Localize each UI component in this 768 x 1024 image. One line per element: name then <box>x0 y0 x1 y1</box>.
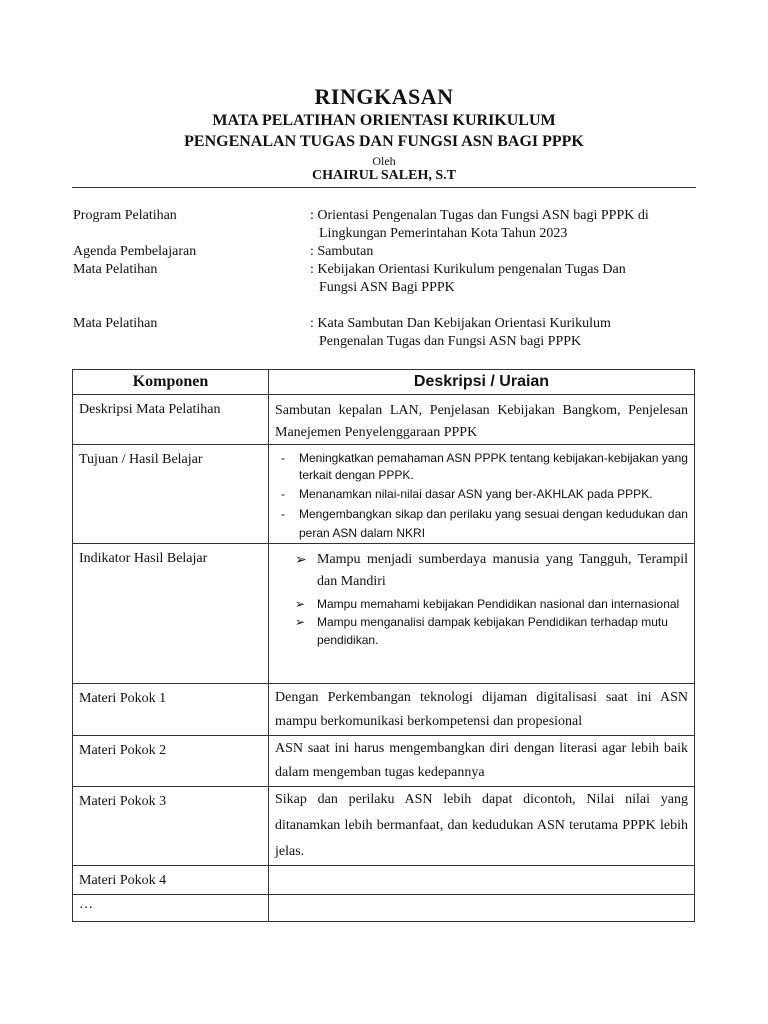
row-content: ASN saat ini harus mengembangkan diri dengan literasi agar lebih baik dalam mengemban tugas kedepannya <box>269 736 695 787</box>
row-label: Indikator Hasil Belajar <box>73 544 269 684</box>
header-divider <box>72 187 696 188</box>
arrow-bullet-icon: ➢ <box>295 615 306 629</box>
row-label: Deskripsi Mata Pelatihan <box>73 395 269 445</box>
indicators-list <box>275 549 688 649</box>
subtitle-line-2: PENGENALAN TUGAS DAN FUNGSI ASN BAGI PPPK <box>184 133 584 150</box>
row-content <box>269 895 695 922</box>
row-label: Materi Pokok 3 <box>73 787 269 866</box>
row-label: … <box>73 895 269 922</box>
info-value: : Kebijakan Orientasi Kurikulum pengenalan Tugas Dan Fungsi ASN Bagi PPPK <box>310 262 626 295</box>
subtitle-line-1: MATA PELATIHAN ORIENTASI KURIKULUM <box>212 112 556 129</box>
list-item: ➢ Mampu menganalisi dampak kebijakan Pendidikan terhadap mutu pendidikan. <box>295 615 668 647</box>
info-label: Program Pelatihan <box>73 208 177 223</box>
arrow-bullet-icon: ➢ <box>295 552 307 568</box>
table-row <box>73 895 695 922</box>
row-content: Dengan Perkembangan teknologi dijaman digitalisasi saat ini ASN mampu berkomunikasi berkompetensi dan propesional <box>269 684 695 736</box>
table-row <box>73 866 695 895</box>
table-row <box>73 736 695 787</box>
table-row <box>73 544 695 684</box>
row-label: Materi Pokok 2 <box>73 736 269 787</box>
row-content: Sikap dan perilaku ASN lebih dapat dicontoh, Nilai nilai yang ditanamkan lebih bermanfaat, dan kedudukan ASN terutama PPPK lebih jelas. <box>269 787 695 866</box>
table-row <box>73 787 695 866</box>
info-value: : Sambutan <box>310 244 374 259</box>
list-item: ➢ Mampu menjadi sumberdaya manusia yang Tangguh, Terampil dan Mandiri <box>275 549 688 593</box>
header-deskripsi: Deskripsi / Uraian <box>269 370 695 395</box>
summary-table <box>72 369 695 922</box>
by-label: Oleh <box>372 154 396 168</box>
row-content: Sambutan kepalan LAN, Penjelasan Kebijakan Bangkom, Penjelesan Manejemen Penyelenggaraan PPPK <box>269 395 695 445</box>
table-header-row <box>73 370 695 395</box>
row-content <box>269 445 695 544</box>
info-label: Mata Pelatihan <box>73 316 158 331</box>
list-item: ➢ Mampu memahami kebijakan Pendidikan nasional dan internasional <box>295 597 680 611</box>
info-value: : Orientasi Pengenalan Tugas dan Fungsi ASN bagi PPPK di Lingkungan Pemerintahan Kota Tahun 2023 <box>310 208 649 241</box>
info-label: Mata Pelatihan <box>73 262 158 277</box>
table-row <box>73 395 695 445</box>
list-item: - Menanamkan nilai-nilai dasar ASN yang ber-AKHLAK pada PPPK. <box>281 487 653 501</box>
document-title: RINGKASAN <box>314 84 454 109</box>
author-name: CHAIRUL SALEH, S.T <box>312 168 456 183</box>
row-content <box>269 866 695 895</box>
table-row <box>73 684 695 736</box>
objectives-list <box>275 450 688 543</box>
arrow-bullet-icon: ➢ <box>295 597 306 611</box>
header-komponen: Komponen <box>73 370 269 395</box>
row-content <box>269 544 695 684</box>
row-label: Materi Pokok 4 <box>73 866 269 895</box>
info-label: Agenda Pembelajaran <box>73 244 197 259</box>
info-value: : Kata Sambutan Dan Kebijakan Orientasi Kurikulum Pengenalan Tugas dan Fungsi ASN bagi PPPK <box>310 316 611 349</box>
list-item: - Mengembangkan sikap dan perilaku yang sesuai dengan kedudukan dan peran ASN dalam NKRI <box>281 507 688 540</box>
list-item: - Meningkatkan pemahaman ASN PPPK tentang kebijakan-kebijakan yang terkait dengan PPPK. <box>281 451 688 482</box>
row-label: Materi Pokok 1 <box>73 684 269 736</box>
table-row <box>73 445 695 544</box>
row-label: Tujuan / Hasil Belajar <box>73 445 269 544</box>
